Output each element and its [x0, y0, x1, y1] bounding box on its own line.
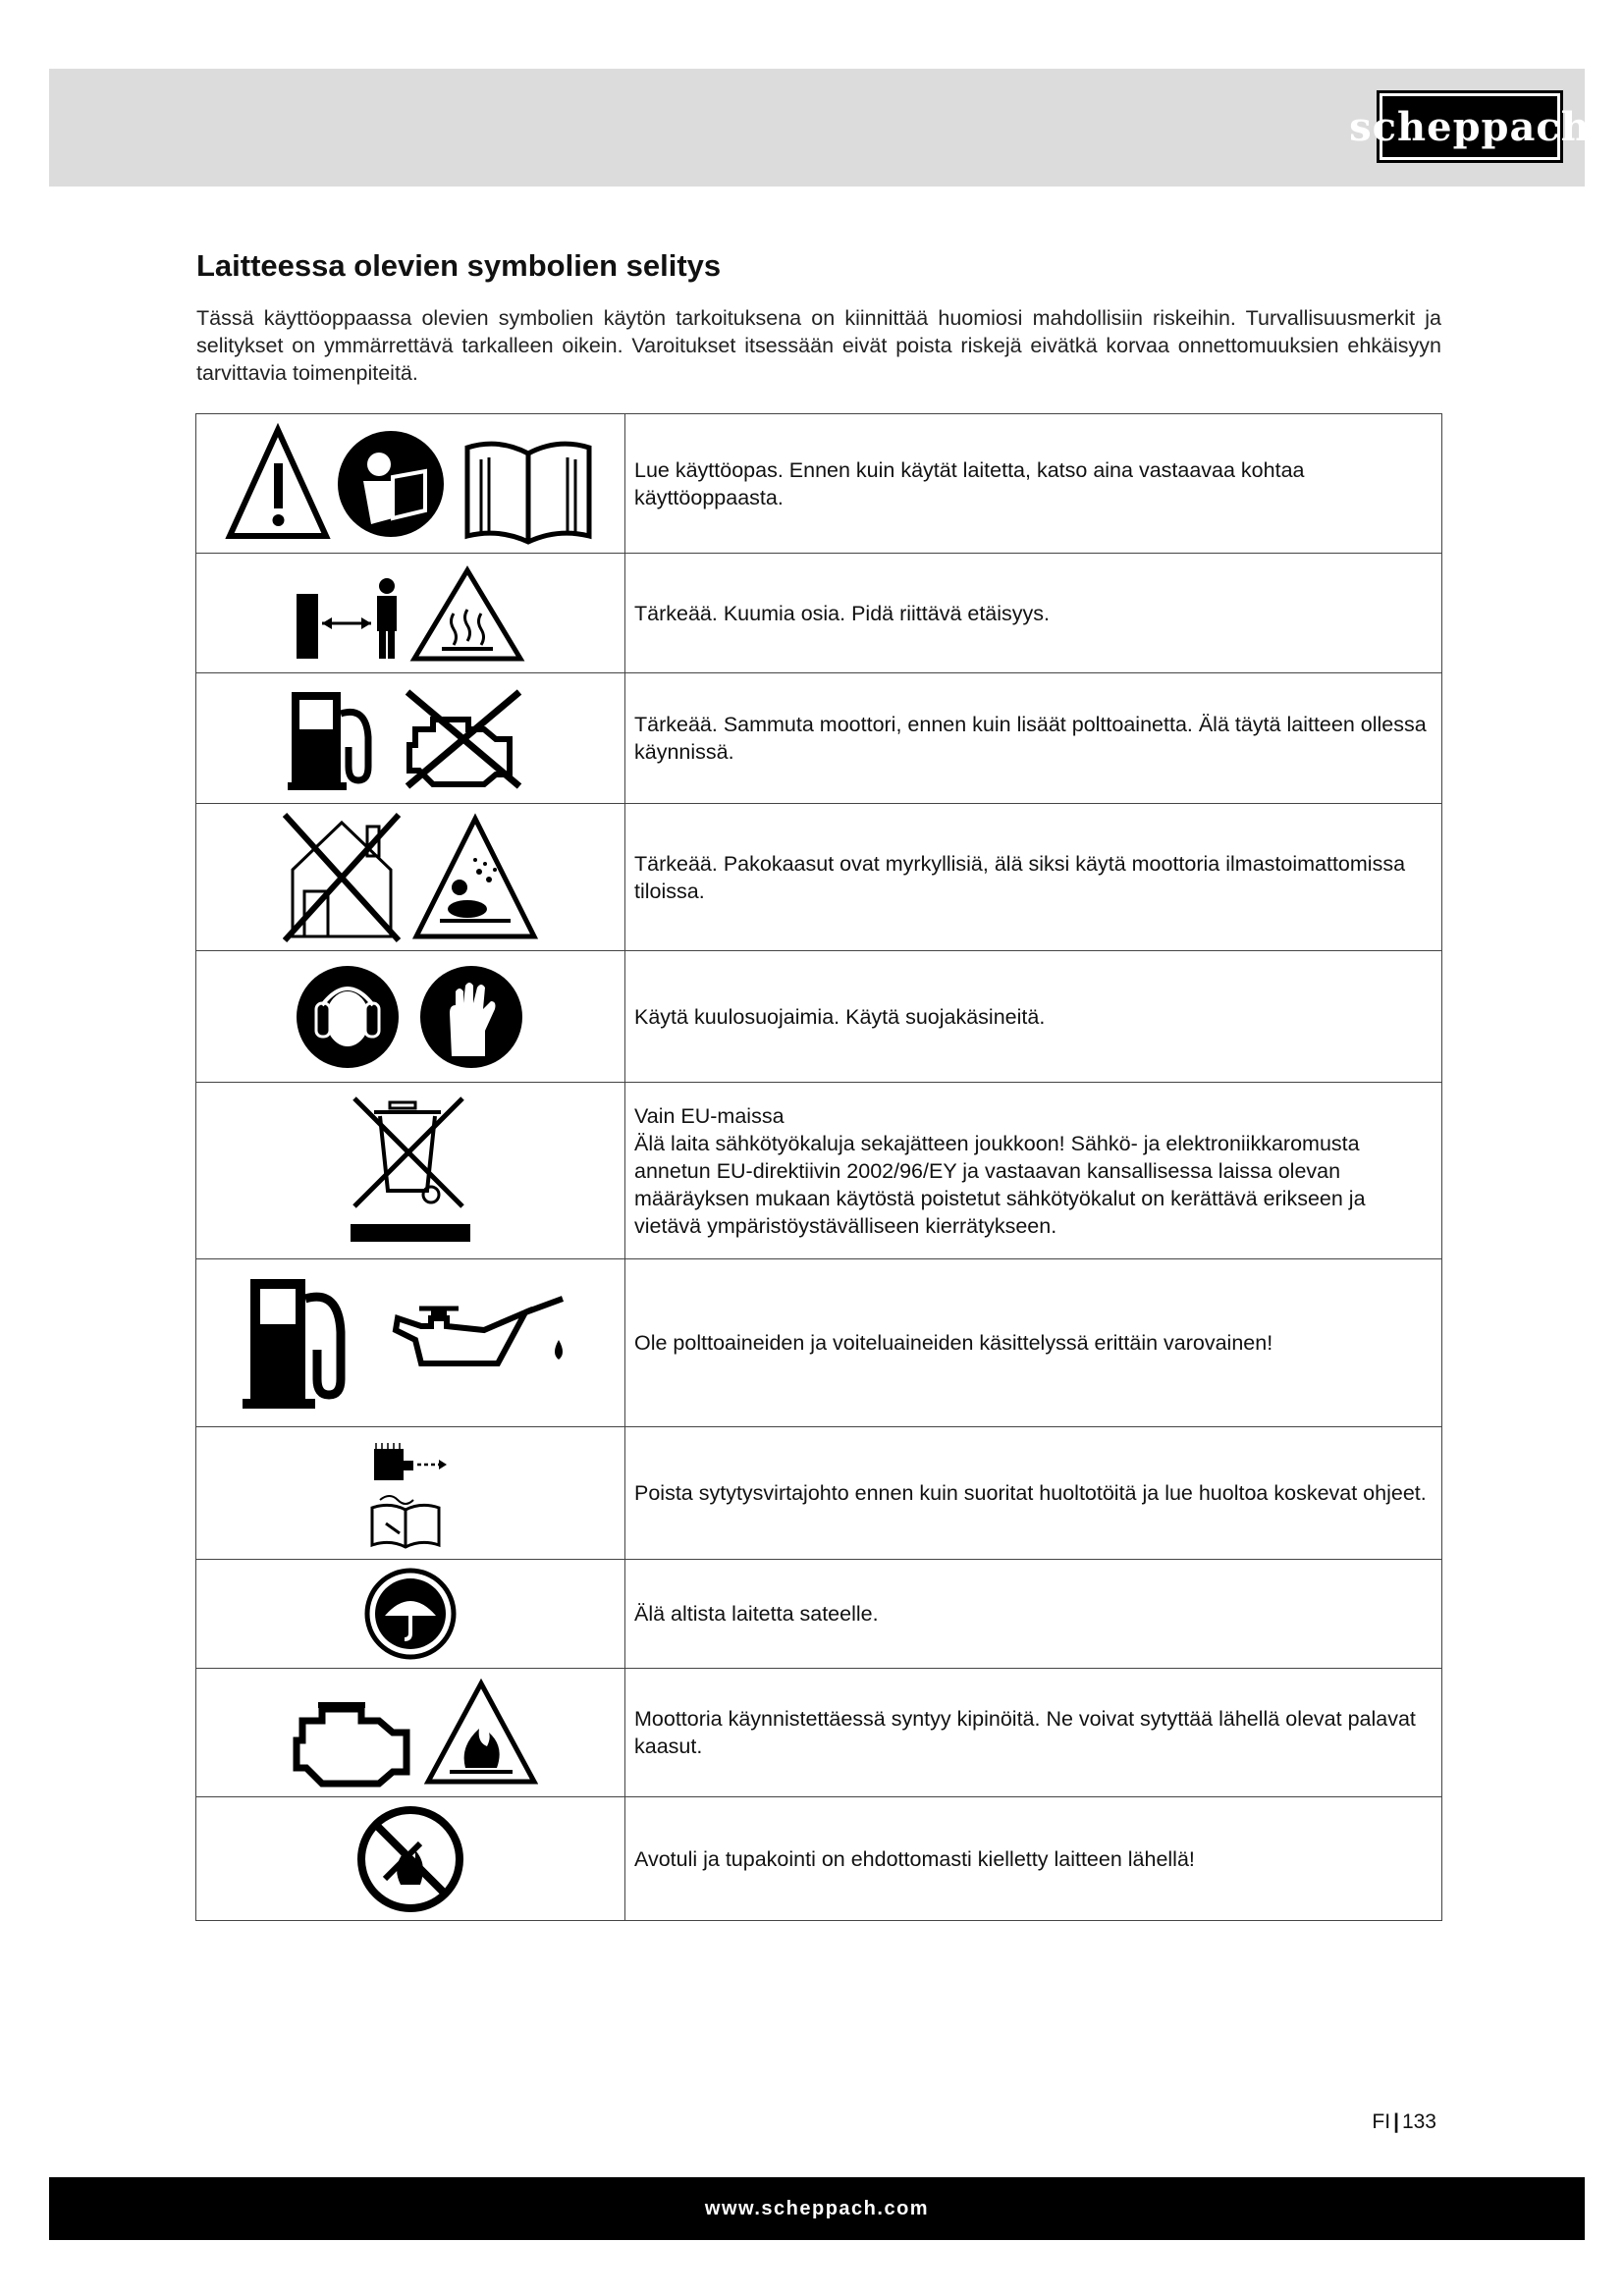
- description-cell: Ole polttoaineiden ja voiteluaineiden käsittelyssä erittäin varovainen!: [625, 1259, 1442, 1427]
- table-row: [196, 1259, 1442, 1427]
- no-indoor-use-icon: [285, 815, 399, 940]
- table-row: [196, 1560, 1442, 1669]
- symbol-cell: [196, 1797, 625, 1921]
- table-row: [196, 804, 1442, 951]
- open-book-icon: [467, 444, 589, 542]
- page-number-value: 133: [1401, 2110, 1436, 2133]
- table-row: [196, 951, 1442, 1083]
- oil-can-icon: [396, 1299, 563, 1363]
- description-cell: Käytä kuulosuojaimia. Käytä suojakäsineitä.: [625, 951, 1442, 1083]
- description-cell: Älä altista laitetta sateelle.: [625, 1560, 1442, 1669]
- fuel-pump-icon: [288, 692, 368, 790]
- table-row: [196, 1427, 1442, 1560]
- symbol-cell: [196, 1669, 625, 1797]
- maintenance-manual-icon: [372, 1496, 439, 1547]
- description-cell: Tärkeää. Sammuta moottori, ennen kuin lisäät polttoainetta. Älä täytä laitteen ollessa käynnissä.: [625, 673, 1442, 804]
- intro-paragraph: Tässä käyttöoppaassa olevien symbolien käytön tarkoituksena on kiinnittää huomiosi mahdollisiin riskeihin. Turvallisuusmerkit ja selitykset on ymmärrettävä tarkalleen oikein. Varoitukset itsessään eivät poista riskejä eivätkä korvaa onnettomuuksien ehkäisyyn tarvittavia toimenpiteitä.: [196, 306, 1441, 385]
- symbol-table: [195, 413, 1442, 1921]
- description-line: Älä laita sähkötyökaluja sekajätteen joukkoon! Sähkö- ja elektroniikkaromusta annetun EU-direktiivin 2002/96/EY ja vastaavan kansallisessa laissa olevan määräyksen mukaan käytöstä poistetut sähkötyökalut on kerättävä erikseen ja vietävä ympäristöystävälliseen kierrätykseen.: [634, 1131, 1366, 1238]
- table-row: [196, 1669, 1442, 1797]
- description-cell: [625, 1083, 1442, 1259]
- engine-off-icon: [407, 692, 519, 786]
- description-cell: Tärkeää. Kuumia osia. Pidä riittävä etäisyys.: [625, 554, 1442, 673]
- table-row: [196, 414, 1442, 554]
- footer-url: www.scheppach.com: [704, 2197, 930, 2219]
- table-row: [196, 554, 1442, 673]
- symbol-cell: [196, 951, 625, 1083]
- header-band: [49, 69, 1591, 187]
- page-number: [1372, 2110, 1436, 2134]
- rain-protection-icon: [367, 1571, 454, 1657]
- warning-triangle-icon: [230, 430, 326, 536]
- scheppach-logo: scheppach: [1377, 90, 1563, 163]
- symbol-cell: [196, 673, 625, 804]
- footer-band: [49, 2177, 1585, 2240]
- symbol-cell: [196, 414, 625, 554]
- description-cell: Poista sytytysvirtajohto ennen kuin suoritat huoltotöitä ja lue huoltoa koskevat ohjeet.: [625, 1427, 1442, 1560]
- symbol-cell: [196, 554, 625, 673]
- read-manual-icon: [338, 431, 444, 537]
- hot-surface-warning-icon: [414, 570, 520, 659]
- gloves-icon: [420, 966, 522, 1068]
- description-cell: Tärkeää. Pakokaasut ovat myrkyllisiä, älä siksi käytä moottoria ilmastoimattomissa tiloissa.: [625, 804, 1442, 951]
- symbol-cell: [196, 1560, 625, 1669]
- language-code: FI: [1372, 2110, 1391, 2133]
- weee-crossed-bin-icon: [351, 1098, 470, 1242]
- toxic-fumes-warning-icon: [416, 819, 534, 936]
- description-line: Vain EU-maissa: [634, 1103, 785, 1128]
- engine-icon: [297, 1705, 406, 1784]
- symbol-cell: [196, 1259, 625, 1427]
- description-cell: Lue käyttöopas. Ennen kuin käytät laitetta, katso aina vastaavaa kohtaa käyttöoppaasta.: [625, 414, 1442, 554]
- symbol-cell: [196, 804, 625, 951]
- fire-warning-icon: [428, 1683, 534, 1782]
- spark-plug-disconnect-icon: [374, 1443, 447, 1480]
- no-smoking-open-flame-icon: [361, 1810, 460, 1908]
- ear-protection-icon: [297, 966, 399, 1068]
- table-row: [196, 1083, 1442, 1259]
- symbol-cell: [196, 1083, 625, 1259]
- page-separator: |: [1393, 2110, 1399, 2133]
- fuel-pump-icon: [243, 1279, 341, 1409]
- table-row: [196, 1797, 1442, 1921]
- description-cell: Moottoria käynnistettäessä syntyy kipinöitä. Ne voivat sytyttää lähellä olevat palavat kaasut.: [625, 1669, 1442, 1797]
- symbol-cell: [196, 1427, 625, 1560]
- safety-distance-icon: [297, 578, 397, 659]
- table-row: [196, 673, 1442, 804]
- description-cell: Avotuli ja tupakointi on ehdottomasti kielletty laitteen lähellä!: [625, 1797, 1442, 1921]
- page-title: Laitteessa olevien symbolien selitys: [196, 248, 722, 283]
